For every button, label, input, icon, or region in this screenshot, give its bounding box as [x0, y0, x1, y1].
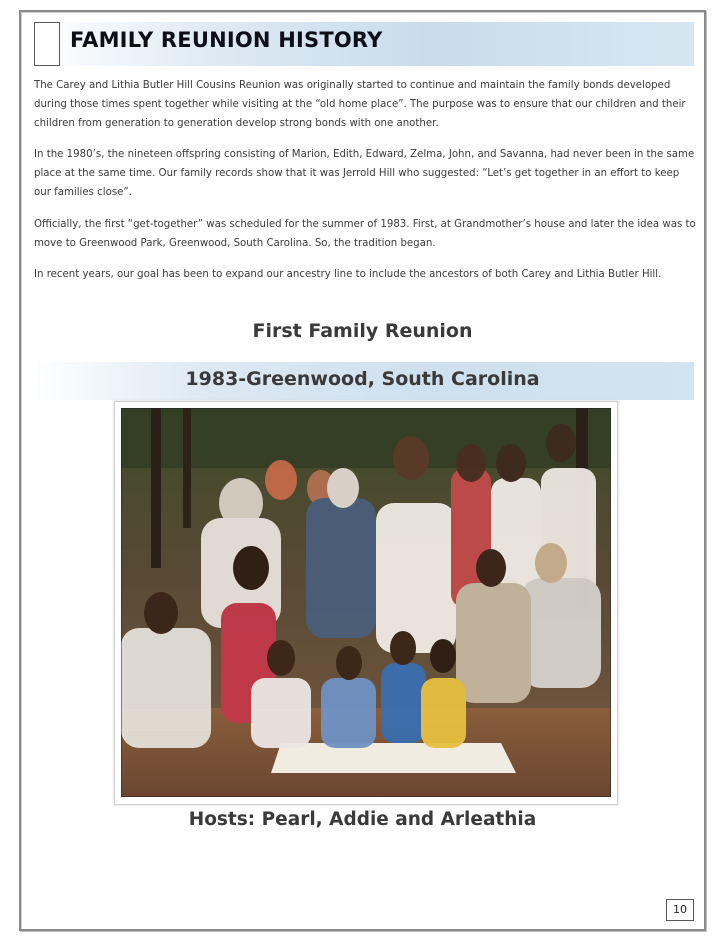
section-subheading: 1983-Greenwood, South Carolina	[185, 368, 540, 390]
page-frame	[19, 10, 706, 931]
paragraph-first-gathering: Officially, the first “get-together” was scheduled for the summer of 1983. First, at Grandmother’s house and later the idea was to move to Greenwood Park, Greenwood, South Carolina. So, the tradition began.	[34, 219, 696, 249]
reunion-group-photo	[121, 408, 611, 797]
title-decorative-box	[34, 22, 60, 66]
title-banner	[34, 22, 694, 66]
paragraph-recent-goal: In recent years, our goal has been to expand our ancestry line to include the ancestors of both Carey and Lithia Butler Hill.	[34, 269, 662, 280]
photo-caption: Hosts: Pearl, Addie and Arleathia	[188, 809, 537, 830]
page-title: FAMILY REUNION HISTORY	[70, 28, 383, 52]
section-heading: First Family Reunion	[252, 320, 473, 342]
page-number: 10	[666, 899, 694, 921]
paragraph-origin: The Carey and Lithia Butler Hill Cousins Reunion was originally started to continue and maintain the family bonds developed during those times spent together while visiting at the “old home place”. The purpose was to ensure that our children and their children from generation to generation develop strong bonds with one another.	[34, 80, 686, 129]
paragraph-1980s: In the 1980’s, the nineteen offspring consisting of Marion, Edith, Edward, Zelma, John, and Savanna, had never been in the same place at the same time. Our family records show that it was Jerrold Hill who suggested: “Let’s get together in an effort to keep our families close”.	[34, 149, 695, 198]
photo-frame	[114, 401, 618, 805]
